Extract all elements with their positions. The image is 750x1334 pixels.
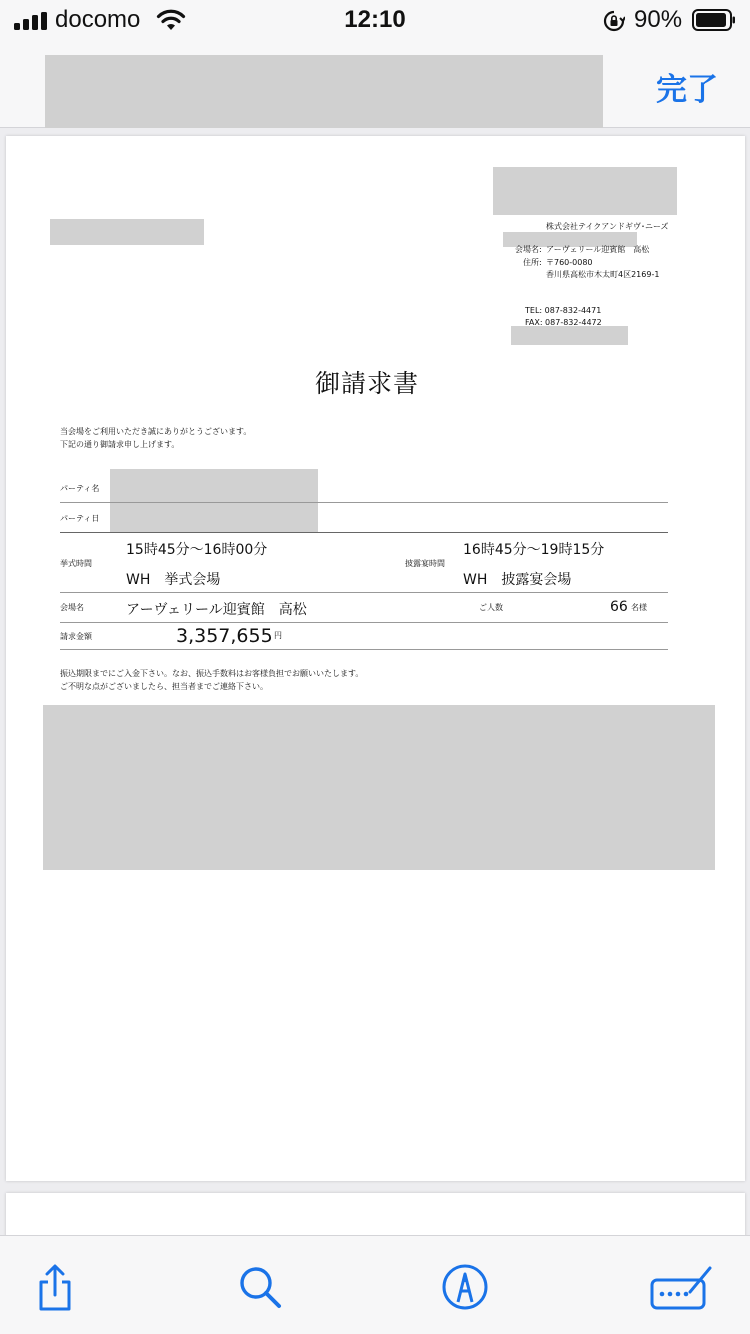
ceremony-time-label: 挙式時間 [60, 559, 92, 568]
keyboard-button[interactable] [650, 1262, 714, 1312]
battery-percentage: 90% [634, 6, 683, 33]
carrier-name: docomo [55, 6, 141, 33]
status-bar [0, 0, 750, 44]
invoice-page[interactable] [6, 136, 745, 1181]
search-button[interactable] [235, 1262, 285, 1312]
divider [60, 502, 668, 503]
document-title: 御請求書 [314, 369, 419, 398]
share-icon [30, 1262, 80, 1312]
party-name-label: パーティ名 [60, 484, 100, 493]
postal-code: 〒760-0080 [546, 258, 593, 267]
note-line-2: ご不明な点がございましたら、担当者までご連絡下さい。 [60, 682, 268, 691]
venue-name: アーヴェリール迎賓館 高松 [546, 245, 650, 254]
guests-unit: 名様 [631, 603, 647, 612]
company-name: 株式会社テイクアンドギヴ･ニーズ [546, 222, 669, 231]
divider [60, 532, 668, 533]
guests-label: ご人数 [479, 603, 503, 612]
redacted-party-details [110, 469, 318, 533]
done-button[interactable]: 完了 [656, 64, 718, 109]
amount-label: 請求金額 [60, 632, 92, 641]
reception-time-label: 披露宴時間 [405, 559, 445, 568]
orientation-lock-icon [603, 10, 625, 32]
redacted-document-title [45, 55, 603, 128]
search-icon [235, 1262, 285, 1312]
fax: FAX: 087-832-4472 [525, 318, 602, 327]
greeting-line-2: 下記の通り御請求申し上げます。 [60, 440, 180, 449]
address: 香川県高松市木太町4区2169-1 [546, 270, 660, 279]
tel: TEL: 087-832-4471 [525, 306, 602, 315]
amount-unit: 円 [274, 631, 282, 640]
clock: 12:10 [344, 6, 406, 33]
navigation-bar [0, 44, 750, 128]
greeting-line-1: 当会場をご利用いただき誠にありがとうございます。 [60, 427, 252, 436]
markup-icon [440, 1262, 490, 1312]
redacted-recipient [50, 219, 204, 245]
keyboard-icon [650, 1262, 714, 1312]
venue-row-value: アーヴェリール迎賓館 高松 [126, 602, 307, 618]
divider [60, 649, 668, 650]
markup-button[interactable] [440, 1262, 490, 1312]
ceremony-time: 15時45分～16時00分 [126, 542, 268, 558]
reception-place: WH 披露宴会場 [463, 572, 572, 588]
address-label: 住所: [523, 258, 542, 267]
bottom-toolbar [0, 1235, 750, 1334]
redacted-logo [493, 167, 677, 215]
amount-value: 3,357,655 [176, 625, 273, 647]
divider [60, 592, 668, 593]
party-date-label: パーティ日 [60, 514, 100, 523]
note-line-1: 振込期限までにご入金下さい。なお、振込手数料はお客様負担でお願いいたします。 [60, 669, 364, 678]
guests-value: 66 [610, 599, 628, 615]
reception-time: 16時45分～19時15分 [463, 542, 605, 558]
ceremony-place: WH 挙式会場 [126, 572, 221, 588]
redacted-payment-details [43, 705, 715, 870]
venue-row-label: 会場名 [60, 603, 84, 612]
share-button[interactable] [30, 1262, 80, 1312]
battery-icon [692, 9, 736, 31]
divider [60, 622, 668, 623]
venue-label: 会場名: [515, 245, 542, 254]
